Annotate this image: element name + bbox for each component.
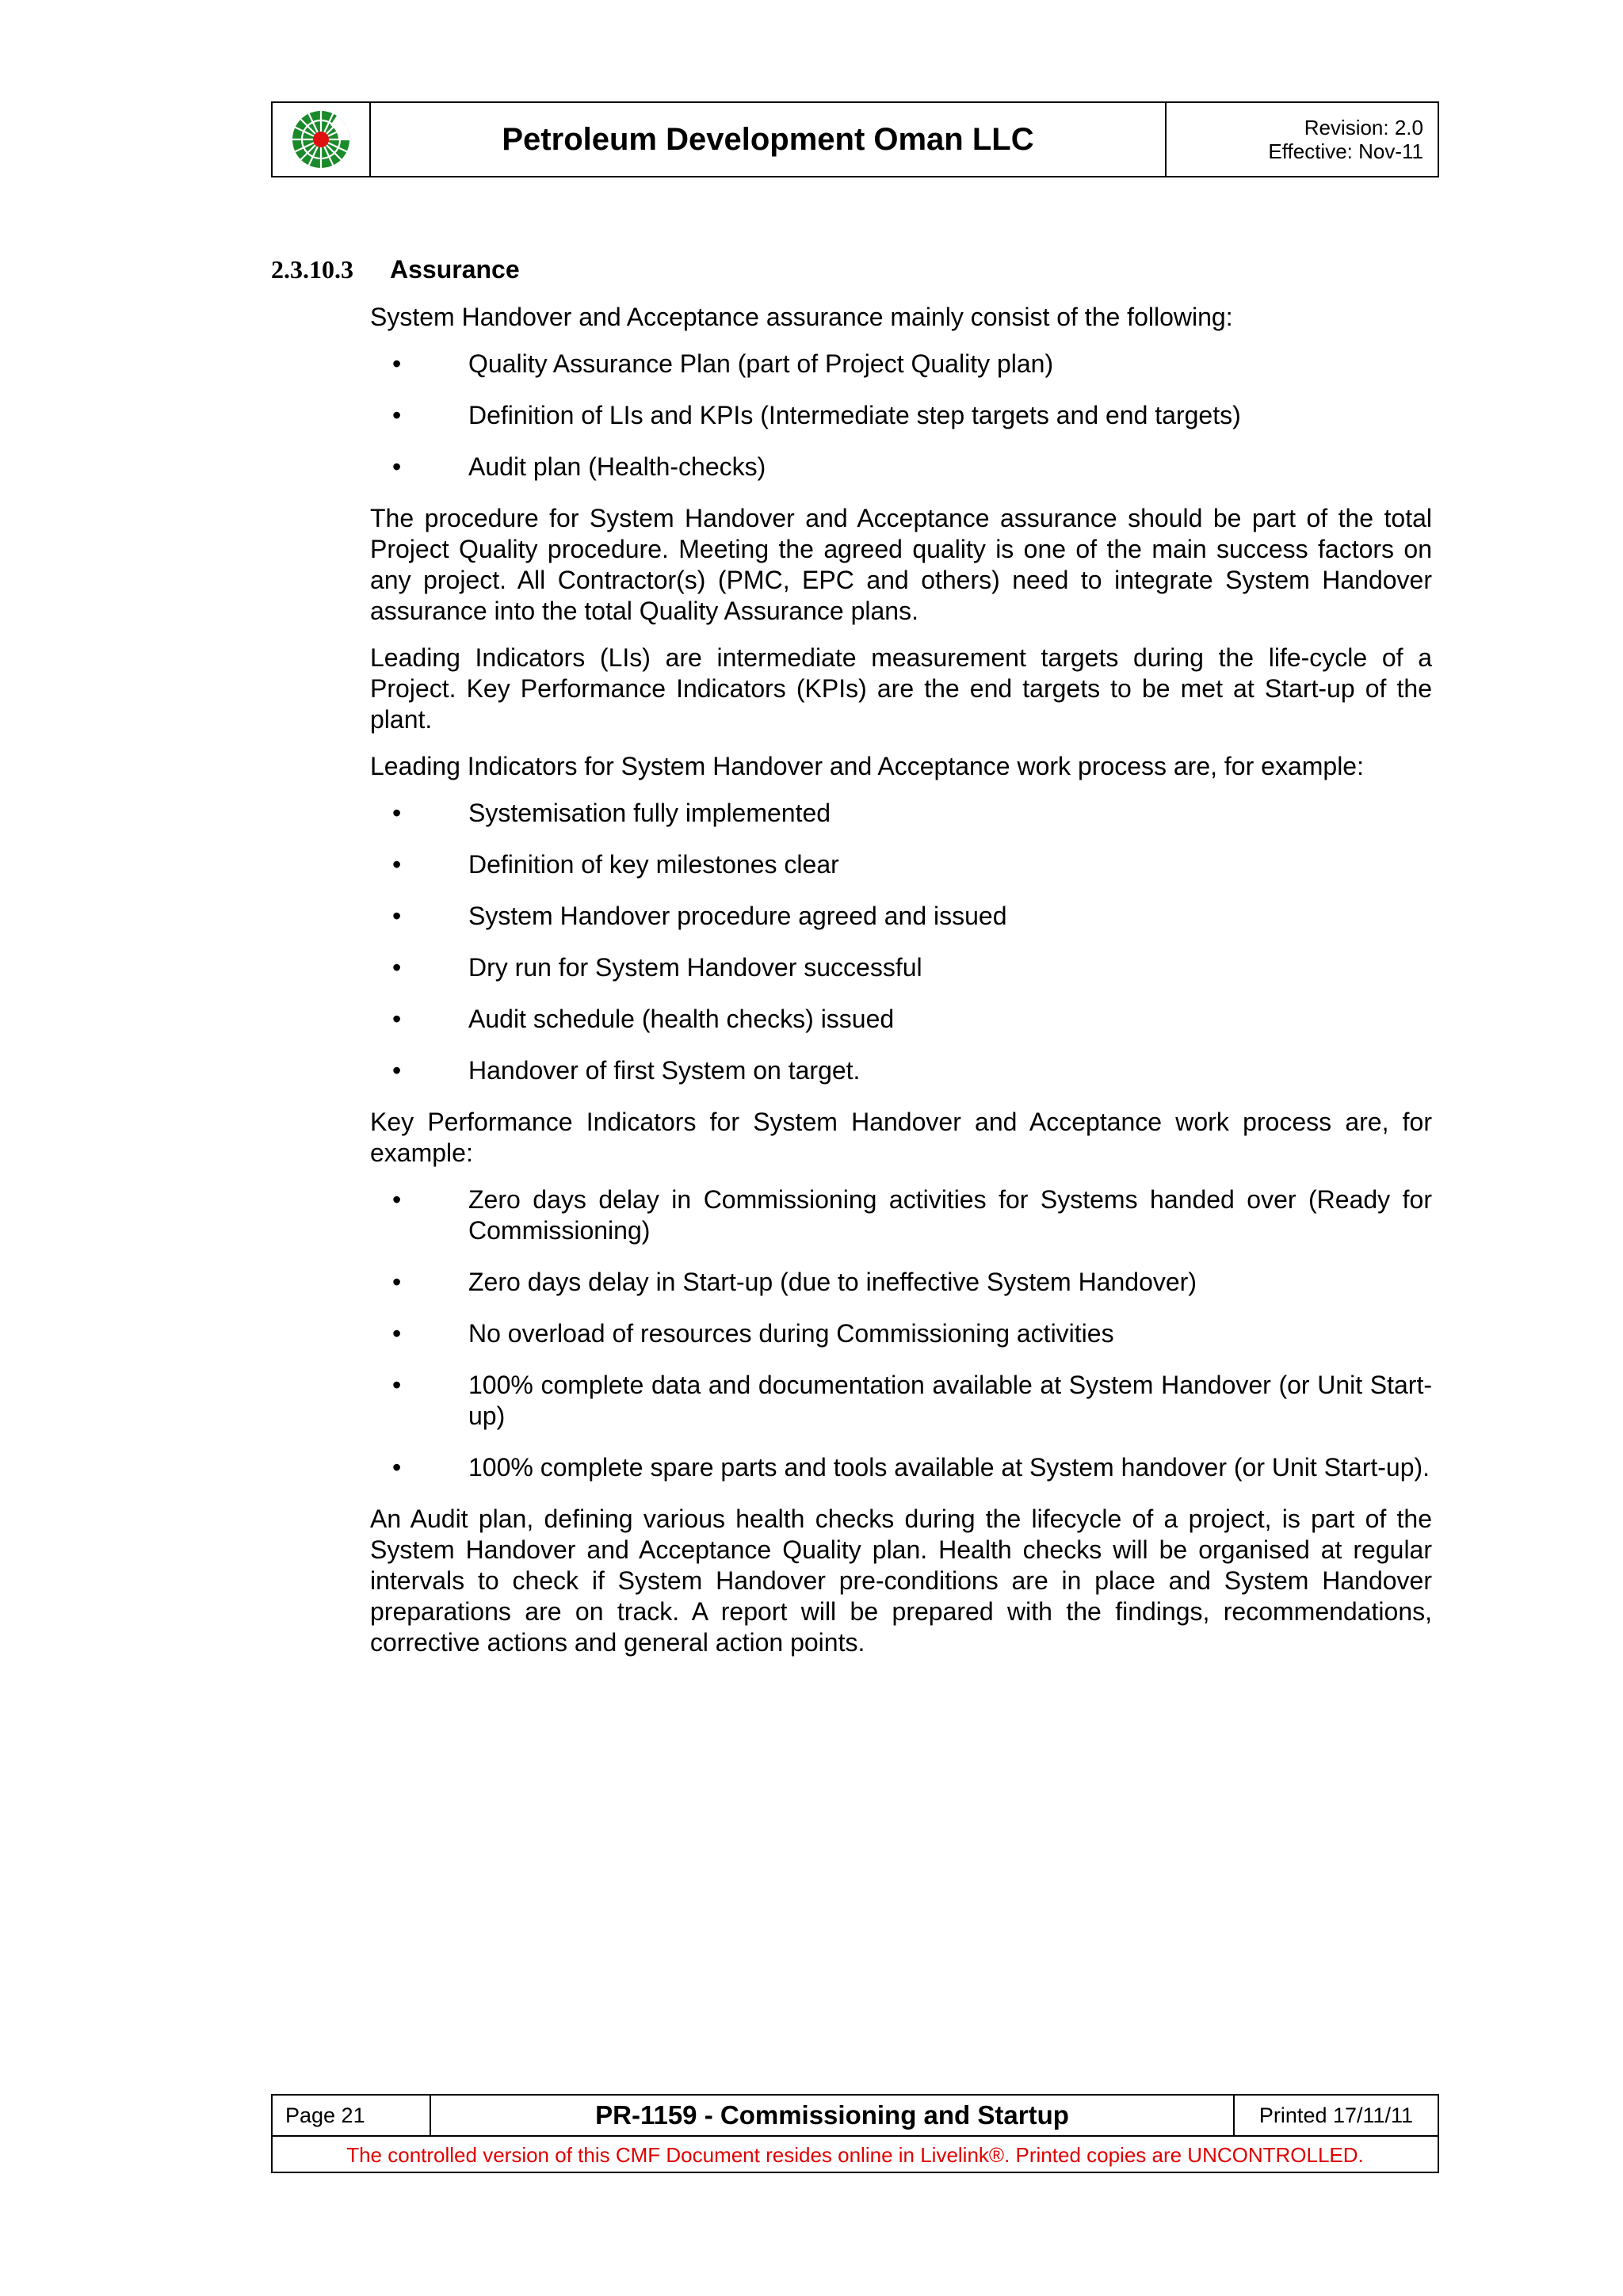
bullet-icon: • [392,1319,402,1348]
list-item: • Systemisation fully implemented [392,799,831,827]
list-item: • Audit plan (Health-checks) [392,452,766,481]
list-item: • 100% complete data and documentation available at System Handover (or Unit Start-up) [392,1371,1432,1430]
intro-paragraph: System Handover and Acceptance assurance mainly consist of the following: [370,303,1233,331]
printed-date: Printed 17/11/11 [1258,2103,1414,2127]
leading-indicators-paragraph: Leading Indicators (LIs) are intermediate measurement targets during the life-cycle of a Project. Key Performance Indicators (KPIs) are the end targets to be met at Start-up of the plant. [370,643,1432,734]
list-item: • Definition of LIs and KPIs (Intermediate step targets and end targets) [392,401,1241,429]
section-text [370,302,1432,1658]
document-title: PR-1159 - Commissioning and Startup [431,2096,1235,2135]
audit-plan-paragraph: An Audit plan, defining various health checks during the lifecycle of a project, is part of the System Handover and Acceptance Quality plan. Health checks will be organised at regular intervals to check if System Handover pre-conditions are in place and System Handover preparations are on track. A report will be prepared with the findings, recommendations, corrective actions and general action points. [370,1505,1432,1657]
pdo-logo-icon [289,108,353,171]
kpi-list [370,1184,1432,1483]
bullet-icon: • [392,1056,402,1085]
controlled-copy-notice: The controlled version of this CMF Document resides online in Livelink®. Printed copies are UNCONTROLLED. [346,2142,1364,2167]
li-intro-paragraph: Leading Indicators for System Handover and Acceptance work process are, for example: [370,752,1364,780]
page-number: Page 21 [273,2096,431,2135]
effective-date: Effective: Nov-11 [1268,139,1423,163]
assurance-list [370,349,1432,482]
list-item: • Dry run for System Handover successful [392,953,922,982]
bullet-icon: • [392,850,402,879]
list-item: • Zero days delay in Start-up (due to ineffective System Handover) [392,1268,1197,1296]
logo-cell [273,103,371,176]
revision-text: Revision: 2.0 [1304,116,1423,139]
bullet-icon: • [392,1185,402,1214]
bullet-icon: • [392,1005,402,1033]
bullet-icon: • [392,1268,402,1296]
list-item: • 100% complete spare parts and tools available at System handover (or Unit Start-up). [392,1453,1430,1482]
company-name: Petroleum Development Oman LLC [371,103,1167,176]
section-heading [271,255,1432,284]
list-item: • Zero days delay in Commissioning activities for Systems handed over (Ready for Commissioning) [392,1185,1432,1245]
page-footer [271,2094,1439,2173]
bullet-icon: • [392,401,402,429]
list-item: • Audit schedule (health checks) issued [392,1005,895,1033]
page-header [271,101,1439,177]
kpi-intro-paragraph: Key Performance Indicators for System Handover and Acceptance work process are, for example: [370,1108,1432,1167]
list-item: • Quality Assurance Plan (part of Project Quality plan) [392,349,1054,378]
bullet-icon: • [392,799,402,827]
procedure-paragraph: The procedure for System Handover and Acceptance assurance should be part of the total Project Quality procedure. Meeting the agreed quality is one of the main success factors on any project. All Contractor(s) (PMC, EPC and others) need to integrate System Handover assurance into the total Quality Assurance plans. [370,504,1432,625]
bullet-icon: • [392,349,402,378]
bullet-icon: • [392,953,402,982]
footer-info-row [273,2096,1438,2137]
bullet-icon: • [392,1453,402,1482]
document-body [271,255,1432,1674]
leading-indicators-list [370,798,1432,1086]
list-item: • Handover of first System on target. [392,1056,861,1085]
section-number: 2.3.10.3 [271,255,353,284]
list-item: • Definition of key milestones clear [392,850,839,879]
list-item: • System Handover procedure agreed and issued [392,902,1007,930]
bullet-icon: • [392,1371,402,1399]
revision-info [1167,103,1438,176]
bullet-icon: • [392,452,402,481]
list-item: • No overload of resources during Commissioning activities [392,1319,1114,1348]
bullet-icon: • [392,902,402,930]
section-title: Assurance [390,255,520,284]
